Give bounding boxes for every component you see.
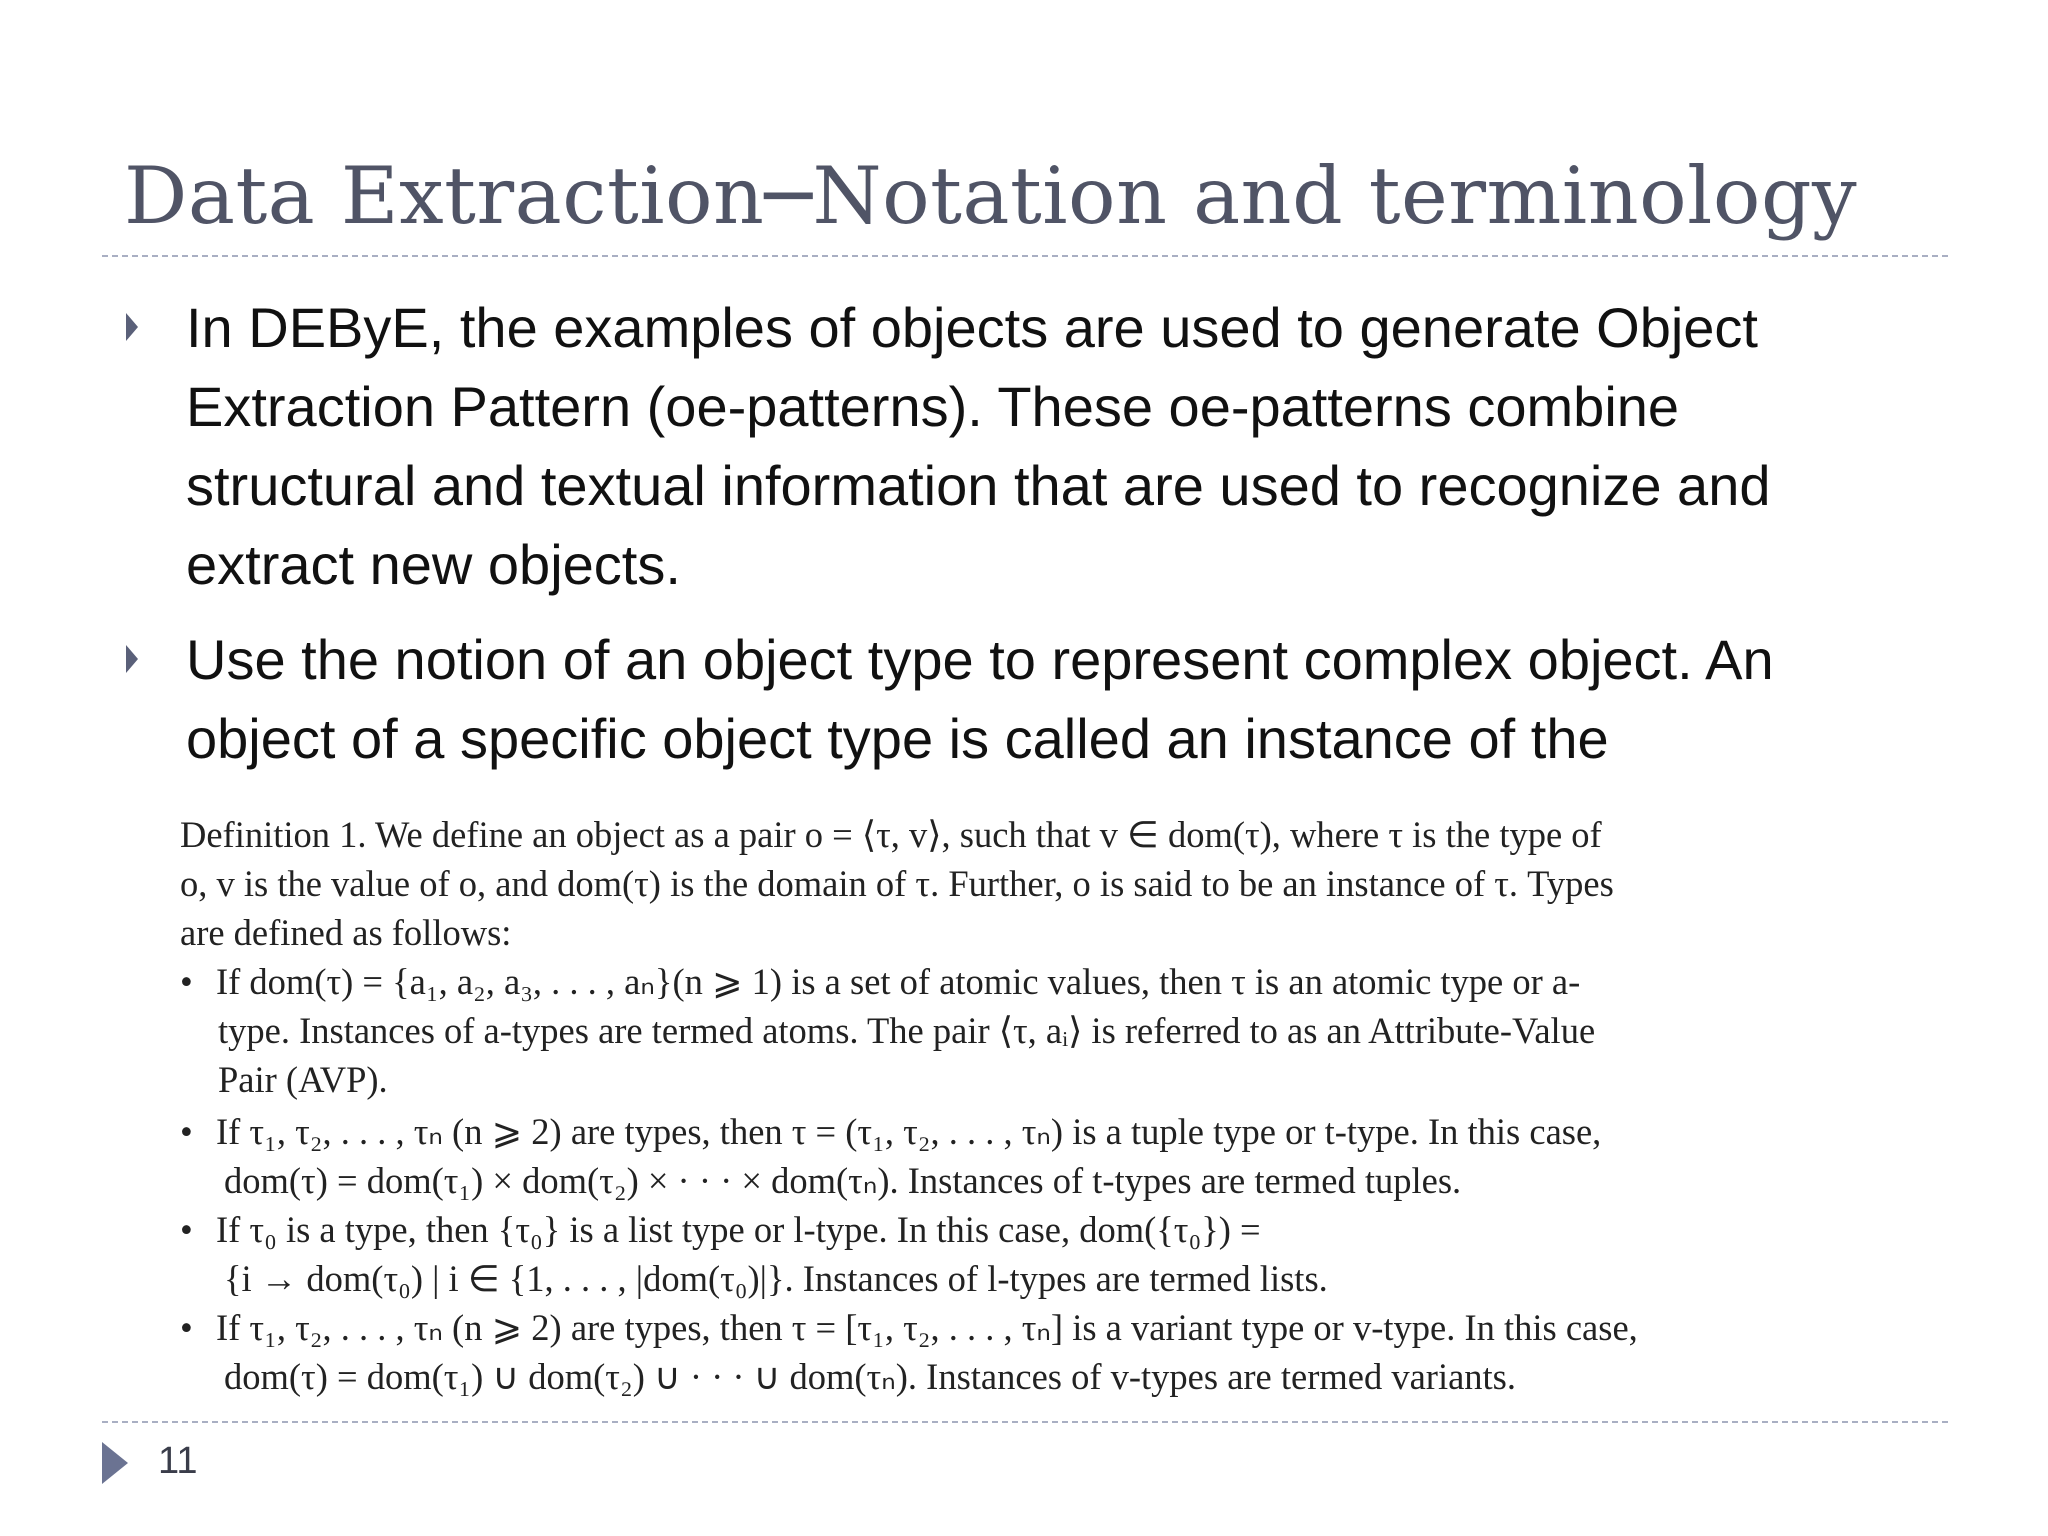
definition-line-text: If τ₁, τ₂, . . . , τₙ (n ⩾ 2) are types, then τ = (τ₁, τ₂, . . . , τₙ) is a tuple type or t-type. In this case, [216, 1111, 1602, 1152]
definition-line: dom(τ) = dom(τ₁) × dom(τ₂) × · · · × dom(τₙ). Instances of t-types are termed tuples. [224, 1160, 1462, 1201]
definition-line: type. Instances of a-types are termed atoms. The pair ⟨τ, aᵢ⟩ is referred to as an Attribute-Value [218, 1010, 1596, 1051]
slide-title: Data Extraction─Notation and terminology [124, 150, 1858, 242]
bullet-item [124, 620, 1924, 778]
page-number: 11 [158, 1440, 198, 1482]
bullet-dot-icon: • [180, 1209, 193, 1250]
definition-line: Definition 1. We define an object as a pair o = ⟨τ, v⟩, such that v ∈ dom(τ), where τ is the type of [180, 814, 1602, 855]
definition-line: are defined as follows: [180, 912, 512, 953]
bullet-dot-icon: • [180, 1307, 193, 1348]
title-divider [102, 255, 1948, 257]
bullet-item [124, 288, 1924, 604]
definition-image [162, 790, 1892, 1408]
definition-line: o, v is the value of o, and dom(τ) is the domain of τ. Further, o is said to be an instance of τ. Types [180, 863, 1614, 904]
bullet-text: In DEByE, the examples of objects are used to generate Object Extraction Pattern (oe-patterns). These oe-patterns combine structural and textual information that are used to recognize and extract new objects. [186, 296, 1771, 596]
bullet-dot-icon: • [180, 961, 193, 1002]
footer-arrow-icon [102, 1442, 128, 1484]
bullet-text: Use the notion of an object type to represent complex object. An object of a specific object type is called an instance of the [186, 628, 1774, 770]
definition-line-text: If τ₀ is a type, then {τ₀} is a list type or l-type. In this case, dom({τ₀}) = [216, 1209, 1261, 1250]
footer-divider [102, 1421, 1948, 1423]
definition-line: Pair (AVP). [218, 1059, 388, 1100]
definition-line-text: If τ₁, τ₂, . . . , τₙ (n ⩾ 2) are types, then τ = [τ₁, τ₂, . . . , τₙ] is a variant type or v-type. In this case, [216, 1307, 1638, 1348]
definition-line [180, 1303, 1876, 1352]
definition-line-text: If dom(τ) = {a₁, a₂, a₃, . . . , aₙ}(n ⩾ 1) is a set of atomic values, then τ is an atomic type or a- [216, 961, 1581, 1002]
bullet-dot-icon: • [180, 1111, 193, 1152]
bullet-arrow-icon [126, 313, 138, 341]
definition-line [180, 1205, 1876, 1254]
definition-line: {i → dom(τ₀) | i ∈ {1, . . . , |dom(τ₀)|}. Instances of l-types are termed lists. [224, 1258, 1328, 1299]
bullet-list [124, 288, 1924, 794]
definition-line [180, 1107, 1876, 1156]
bullet-arrow-icon [126, 645, 138, 673]
definition-line [180, 957, 1876, 1006]
definition-line: dom(τ) = dom(τ₁) ∪ dom(τ₂) ∪ · · · ∪ dom(τₙ). Instances of v-types are termed variants. [224, 1356, 1517, 1397]
